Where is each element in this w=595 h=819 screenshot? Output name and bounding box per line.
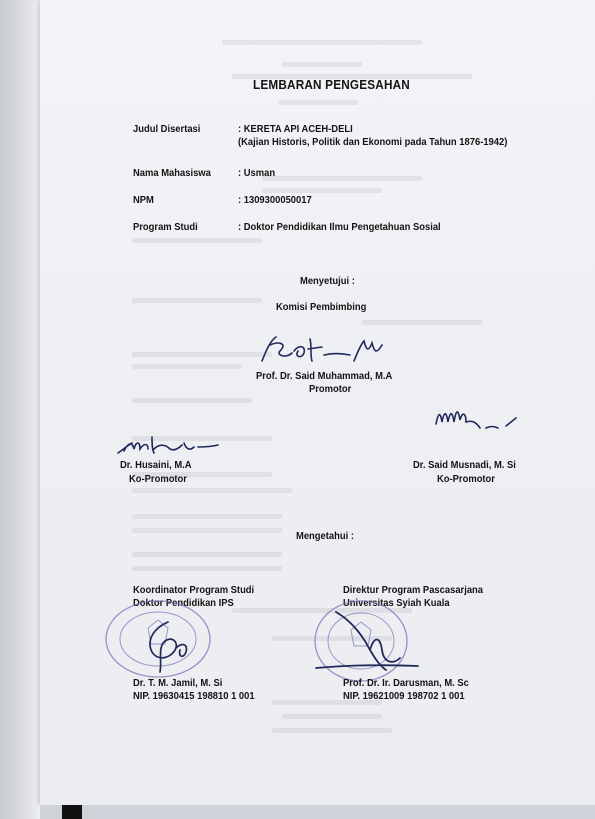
field-value-npm: : 1309300050017 [238,195,312,206]
binding-clip [62,805,82,819]
page-binding-edge [0,0,40,819]
director-title-1: Direktur Program Pascasarjana [343,585,484,596]
coordinator-title-1: Koordinator Program Studi [133,585,255,596]
director-nip: NIP. 19621009 198702 1 001 [343,691,465,702]
approval-heading: Menyetujui : [300,276,355,287]
page-title: LEMBARAN PENGESAHAN [253,78,410,92]
promotor-signature [258,331,398,367]
field-value-judul: : KERETA API ACEH-DELI [238,124,353,135]
copromotor-left-name: Dr. Husaini, M.A [120,460,192,471]
field-label-npm: NPM [133,195,154,206]
coordinator-nip: NIP. 19630415 198810 1 001 [133,691,255,702]
copromotor-right-signature [432,404,522,438]
field-value-judul-subtitle: (Kajian Historis, Politik dan Ekonomi pada Tahun 1876-1942) [238,137,508,148]
coordinator-title-2: Doktor Pendidikan IPS [133,598,234,609]
copromotor-left-role: Ko-Promotor [129,474,187,485]
document-page [40,0,595,805]
director-name: Prof. Dr. Ir. Darusman, M. Sc [343,678,469,689]
copromotor-left-signature [114,433,224,459]
field-value-prodi: : Doktor Pendidikan Ilmu Pengetahuan Sosial [238,222,441,233]
field-label-judul: Judul Disertasi [133,124,201,135]
acknowledge-heading: Mengetahui : [296,531,354,542]
promotor-role: Promotor [309,384,352,395]
committee-label: Komisi Pembimbing [276,302,367,313]
coordinator-name: Dr. T. M. Jamil, M. Si [133,678,223,689]
coordinator-signature [140,618,200,676]
director-title-2: Universitas Syiah Kuala [343,598,450,609]
director-signature [310,606,425,678]
promotor-name: Prof. Dr. Said Muhammad, M.A [256,371,393,382]
page-bottom-edge [40,805,595,819]
field-label-prodi: Program Studi [133,222,198,233]
field-label-nama: Nama Mahasiswa [133,168,211,179]
copromotor-right-role: Ko-Promotor [437,474,495,485]
field-value-nama: : Usman [238,168,276,179]
copromotor-right-name: Dr. Said Musnadi, M. Si [413,460,516,471]
